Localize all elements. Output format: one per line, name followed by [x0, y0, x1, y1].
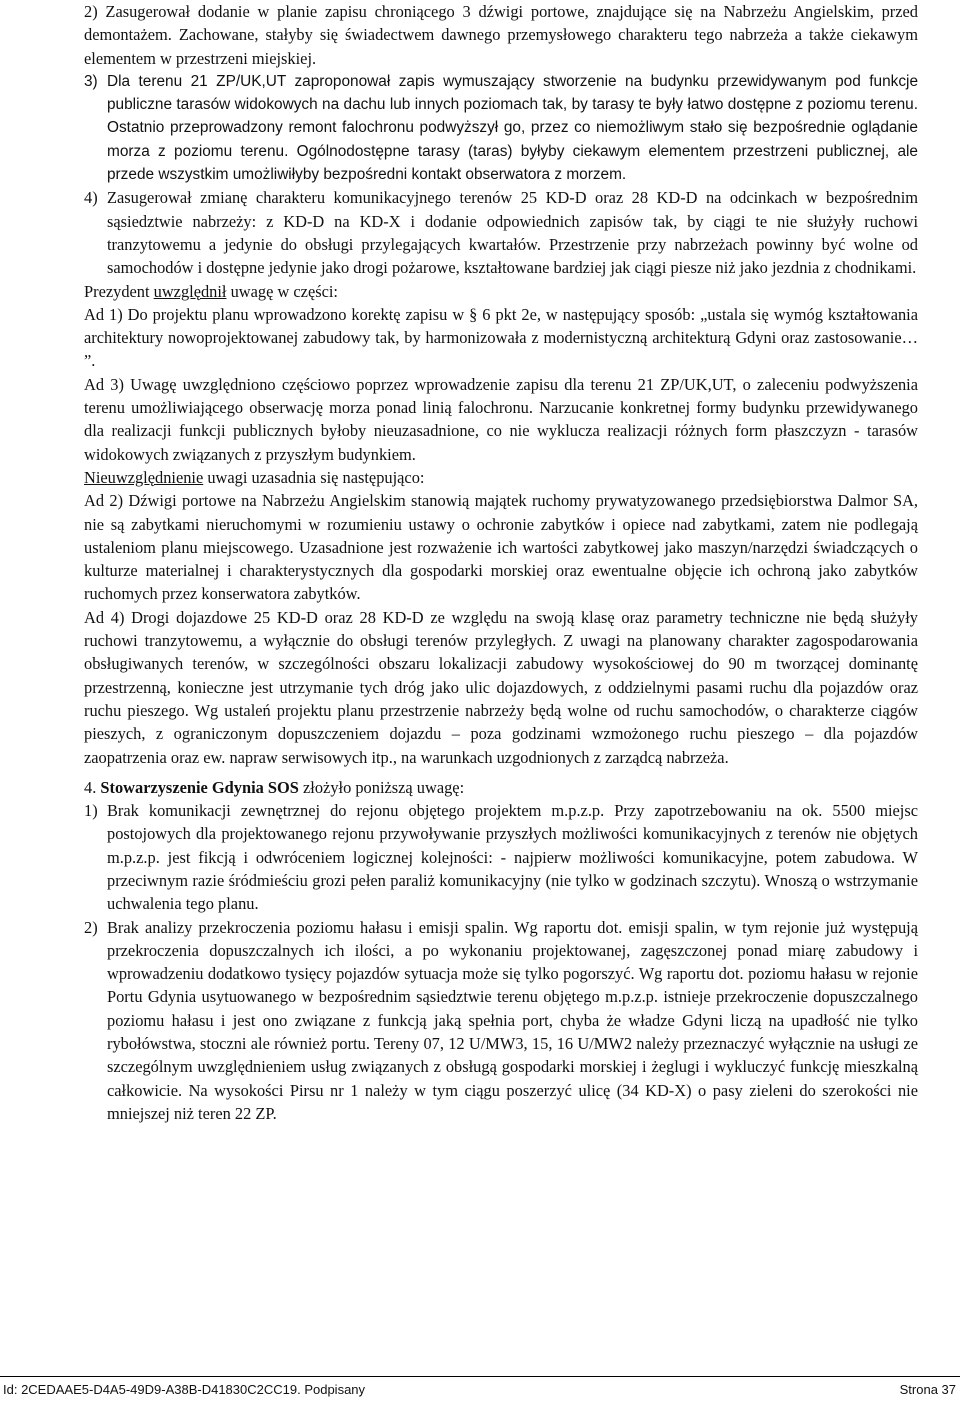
page-content	[84, 0, 918, 1125]
president-line: Prezydent uwzględnił uwagę w części:	[84, 281, 338, 301]
ad-1-paragraph: Ad 1) Do projektu planu wprowadzono korektę zapisu w § 6 pkt 2e, w następujący sposób: „ustala się wymóg kształtowania architektury nowoprojektowanej zabudowy tak, by harmonizowała z modernistyczną architekturą Gdyni oraz zastosowanie… ”.	[84, 304, 918, 371]
ad-4-paragraph: Ad 4) Drogi dojazdowe 25 KD-D oraz 28 KD-D ze względu na swoją klasę oraz parametry techniczne nie będą służyły ruchowi tranzytowemu, a wyłącznie do obsługi terenów przyległych. Z uwagi na planowany charakter zagospodarowania obsługiwanych terenów, w szczególności obszaru lokalizacji zabudowy wysokościowej do 90 m tworzącej dominantę przestrzenną, konieczne jest utrzymanie tych dróg jako ulic dojazdowych, z oddzielnymi pasami ruchu dla pojazdów oraz ruchu pieszego. Wg ustaleń projektu planu przestrzenie nabrzeży będą wolne od ruchu samochodów, o charakterze ciągów pieszych, z ograniczonym dopuszczeniem dojazdu – poza godzinami wzmożonego ruchu pieszego – dla pojazdów zaopatrzenia oraz ew. napraw serwisowych itp., na warunkach uzgodnionych z zarządcą nabrzeża.	[84, 607, 918, 767]
item-2-paragraph: 2) Zasugerował dodanie w planie zapisu chroniącego 3 dźwigi portowe, znajdujące się na Nabrzeżu Angielskim, przed demontażem. Zachowane, stałyby się świadectwem dawnego przemysłowego charakteru tego nabrzeża a także ciekawym elementem w przestrzeni miejskiej.	[84, 2, 918, 68]
rejected-word: Nieuwzględnienie	[84, 467, 204, 487]
sos-item-1-text: Brak komunikacji zewnętrznej do rejonu objętego projektem m.p.z.p. Przy zapotrzebowaniu na ok. 5500 miejsc postojowych dla projektowanego rejonu przywoływanie przyszłych możliwości komunikacyjnych z terenów nie objętych m.p.z.p. jest fikcją i odwróceniem logicznej kolejności: - najpierw możliwości komunikacyjne, potem zabudowa. W przeciwnym razie śródmieściu grozi pełen paraliż komunikacyjny (nie tylko w godzinach szczytu). Wnoszą o wstrzymanie uchwalenia tego planu.	[107, 801, 918, 914]
item-4-number: 4)	[84, 188, 98, 208]
page-number: Strona 37	[899, 1382, 956, 1397]
item-3	[84, 70, 918, 186]
sos-item-2-number: 2)	[84, 917, 98, 937]
document-id: Id: 2CEDAAE5-D4A5-49D9-A38B-D41830C2CC19. Podpisany	[3, 1382, 366, 1397]
accepted-word: uwzględnił	[153, 281, 227, 301]
section-4-heading: 4. Stowarzyszenie Gdynia SOS złożyło poniższą uwagę:	[84, 777, 465, 797]
item-3-number: 3)	[84, 72, 98, 90]
sos-item-2	[84, 916, 918, 1126]
rejection-line: Nieuwzględnienie uwagi uzasadnia się następująco:	[84, 467, 425, 487]
ad-2-paragraph: Ad 2) Dźwigi portowe na Nabrzeżu Angielskim stanowią majątek ruchomy prywatyzowanego przedsiębiorstwa Dalmor SA, nie są zabytkami nieruchomymi w rozumieniu ustawy o ochronie zabytków i opiece nad zabytkami, zatem nie podlegają ustaleniom planu miejscowego. Uzasadnione jest rozważenie ich wartości zabytkowej jako maszyn/narzędzi świadczących o kulturze materialnej i charakterystycznych dla gospodarki morskiej oraz ewentualne objęcie ich ochroną jako zabytków ruchomych przez konserwatora zabytków.	[84, 491, 918, 604]
organization-name: Stowarzyszenie Gdynia SOS	[100, 777, 299, 797]
sos-item-1-number: 1)	[84, 801, 98, 821]
item-3-text: Dla terenu 21 ZP/UK,UT zaproponował zapis wymuszający stworzenie na budynku przewidywanym pod funkcje publiczne tarasów widokowych na dachu lub innych poziomach tak, by tarasy te były łatwo dostępne z poziomu terenu. Ostatnio przeprowadzony remont falochronu podwyższył go, przez co niemożliwym stało się bezpośrednie oglądanie morza z poziomu terenu. Ogólnodostępne tarasy (taras) byłyby ciekawym elementem przestrzeni publicznej, ale przede wszystkim umożliwiłyby bezpośredni kontakt obserwatora z morzem.	[107, 72, 918, 184]
sos-item-1	[84, 799, 918, 915]
footer-divider	[0, 1376, 960, 1377]
ad-3-paragraph: Ad 3) Uwagę uwzględniono częściowo poprzez wprowadzenie zapisu dla terenu 21 ZP/UK,UT, o zaleceniu podwyższenia terenu umożliwiającego obserwację morza ponad linią falochronu. Narzucanie konkretnej formy budynku przewidywanego dla realizacji funkcji publicznych byłoby nieuzasadnione, co nie wyklucza realizacji różnych form płaszczyzn - tarasów widokowych związanych z przyszłym budynkiem.	[84, 374, 918, 464]
item-4	[84, 186, 918, 279]
item-4-text: Zasugerował zmianę charakteru komunikacyjnego terenów 25 KD-D oraz 28 KD-D na odcinkach w bezpośrednim sąsiedztwie nabrzeży: z KD-D na KD-X i dodanie odpowiednich zapisów tak, by ciągi te nie służyły ruchowi tranzytowemu a jedynie do obsługi przylegających kwartałów. Przestrzenie przy nabrzeżach powinny być wolne od samochodów i dostępne jedynie jako drogi pożarowe, kształtowane bardziej jak ciągi piesze niż jako jezdnia z chodnikami.	[107, 188, 918, 278]
sos-item-2-text: Brak analizy przekroczenia poziomu hałasu i emisji spalin. Wg raportu dot. emisji spalin, w tym rejonie już występują przekroczenia dopuszczalnych ich ilości, a po wykonaniu projektowanej, zagęszczonej ponad miarę zabudowy i wprowadzeniu dodatkowo tysięcy pojazdów sytuacja może się tylko pogorszyć. Wg raportu dot. poziomu hałasu w rejonie Portu Gdynia usytuowanego w bezpośrednim sąsiedztwie terenu objętego m.p.z.p. istnieje przekroczenie dopuszczalnego poziomu hałasu i jest ono związane z funkcją jaką spełnia port, chyba że władze Gdyni liczą na upadłość nie tylko rybołówstwa, stoczni ale również portu. Tereny 07, 12 U/MW3, 15, 16 U/MW2 należy przeznaczyć wyłącznie na usługi ze szczególnym uwzględnieniem usług związanych z obsługą gospodarki morskiej i żeglugi i wykluczyć funkcję mieszkalną całkowicie. Na wysokości Pirsu nr 1 należy w tym ciągu poszerzyć ulicę (34 KD-X) o pasy zieleni do szerokości nie mniejszej niż teren 22 ZP.	[107, 917, 918, 1123]
